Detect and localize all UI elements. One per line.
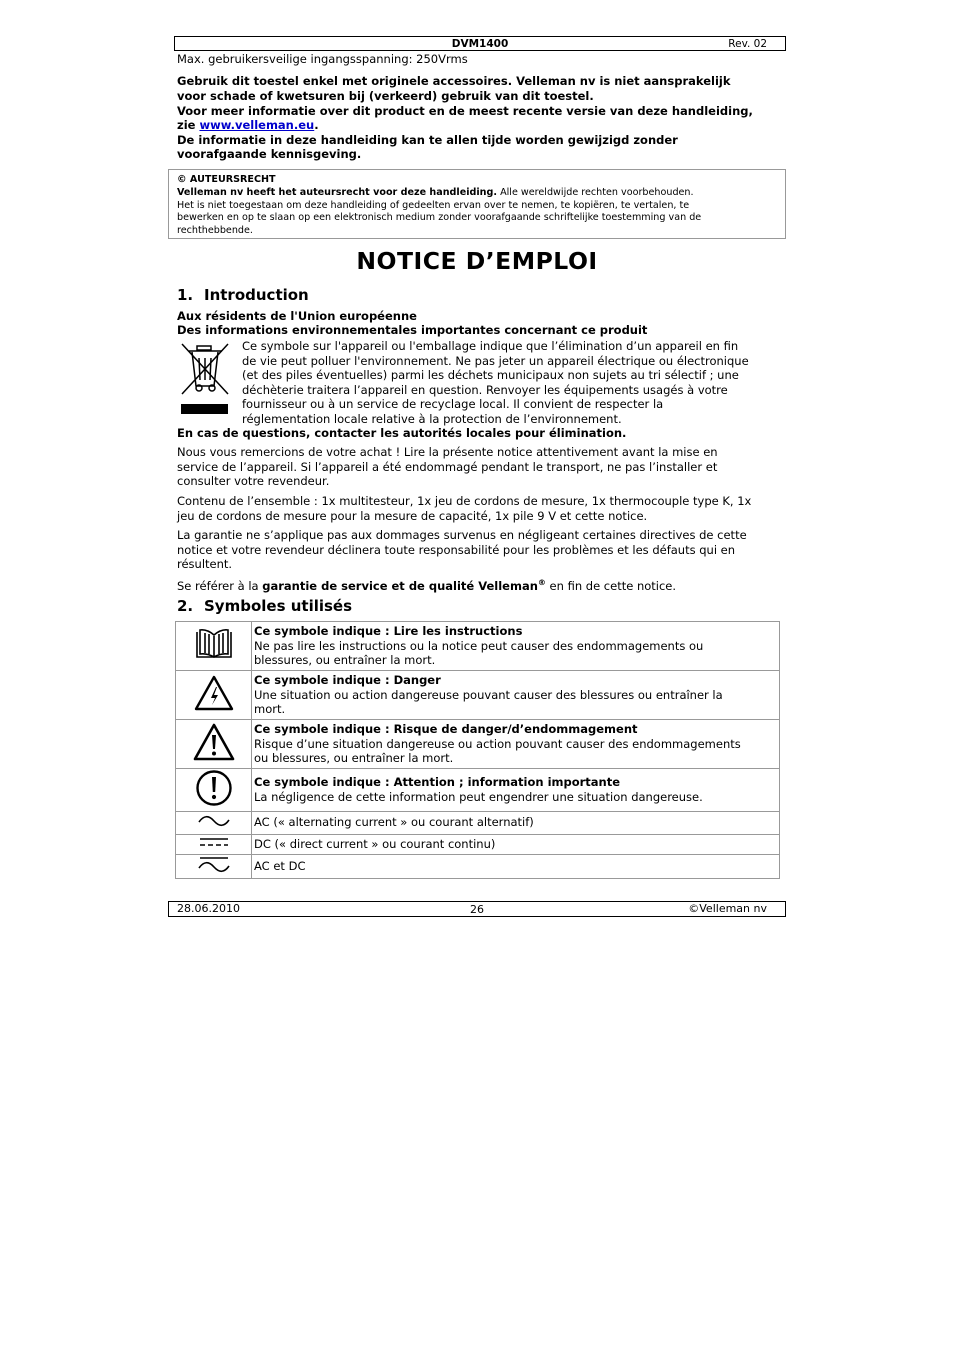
page-footer	[168, 901, 786, 917]
thanks-paragraph	[177, 445, 777, 489]
copyright-line-2: Het is niet toegestaan om deze handleiding of gedeelten ervan over te nemen, te kopiëren, te vertalen, te	[177, 199, 690, 211]
weee-line: réglementation locale relative à la protection de l’environnement.	[242, 411, 622, 426]
icon-cell	[176, 811, 252, 834]
thanks-line: Nous vous remercions de votre achat ! Lire la présente notice attentivement avant la mise en	[177, 445, 718, 459]
symbol-description	[252, 811, 780, 834]
change-line-2: voorafgaande kennisgeving.	[177, 147, 362, 161]
thanks-line: service de l’appareil. Si l’appareil a été endommagé pendant le transport, ne pas l’installer et	[177, 459, 718, 474]
thanks-line: consulter votre revendeur.	[177, 474, 330, 488]
eu-heading: Aux résidents de l'Union européenne	[177, 309, 417, 323]
table-row	[176, 720, 780, 769]
icon-cell	[176, 720, 252, 769]
voltage-line: Max. gebruikersveilige ingangsspanning: 250Vrms	[177, 52, 468, 66]
copyright-line-1	[177, 187, 777, 200]
table-row	[176, 769, 780, 812]
info-line-2	[177, 118, 777, 133]
contents-paragraph	[177, 494, 777, 523]
copyright-line-1-bold: Velleman nv heeft het auteursrecht voor deze handleiding.	[177, 186, 498, 198]
weee-line: (et des piles éventuelles) parmi les déchets municipaux non sujets au tri sélectif ; une	[242, 368, 739, 382]
weee-bin-icon	[178, 340, 234, 420]
refer-line	[177, 576, 777, 593]
info-prefix: zie	[177, 118, 200, 132]
symbol-heading: Ce symbole indique : Risque de danger/d’endommagement	[254, 722, 638, 737]
header-revision: Rev. 02	[728, 38, 767, 50]
symbol-text: blessures, ou entraîner la mort.	[254, 653, 436, 668]
ac-symbol-icon	[197, 813, 231, 829]
manual-book-icon	[194, 627, 234, 661]
symbol-heading: Ce symbole indique : Lire les instructions	[254, 624, 523, 639]
symbol-text: DC (« direct current » ou courant continu)	[254, 836, 496, 851]
footer-date: 28.06.2010	[177, 902, 240, 915]
section-2-number: 2.	[177, 597, 194, 615]
ac-dc-symbol-icon	[197, 855, 231, 875]
footer-copyright: ©Velleman nv	[688, 902, 767, 915]
warranty-line: résultent.	[177, 557, 233, 571]
registered-mark: ®	[537, 578, 546, 587]
symbols-table	[175, 621, 780, 879]
attention-circle-icon	[195, 769, 233, 807]
symbol-description	[252, 720, 780, 769]
copyright-line-4: rechthebbende.	[177, 225, 253, 237]
weee-line: déchèterie traitera l’appareil en question. Renvoyer les équipements usagés à votre	[242, 382, 728, 397]
symbol-text: AC (« alternating current » ou courant alternatif)	[254, 815, 534, 830]
section-1-heading	[177, 286, 309, 304]
copyright-line-3: bewerken en op te slaan op een elektronisch medium zonder voorafgaande schriftelijke toestemming van de	[177, 212, 702, 224]
symbol-text: Une situation ou action dangereuse pouvant causer des blessures ou entraîner la	[254, 687, 723, 702]
page-header	[174, 36, 786, 51]
section-2-heading	[177, 597, 352, 615]
table-row	[176, 854, 780, 879]
symbol-description	[252, 622, 780, 671]
symbol-text: Ne pas lire les instructions ou la notice peut causer des endommagements ou	[254, 638, 704, 653]
section-1-number: 1.	[177, 286, 194, 304]
warranty-paragraph	[177, 528, 777, 572]
refer-bold: garantie de service et de qualité Velleman	[262, 578, 538, 593]
symbol-text: mort.	[254, 702, 286, 717]
symbol-description	[252, 854, 780, 879]
weee-text	[242, 339, 777, 426]
velleman-link[interactable]: www.velleman.eu	[199, 118, 315, 132]
warranty-line: La garantie ne s’applique pas aux dommages survenus en négligeant certaines directives de cette	[177, 528, 747, 542]
warning-line-2: voor schade of kwetsuren bij (verkeerd) gebruik van dit toestel.	[177, 89, 594, 103]
page-title: NOTICE D’EMPLOI	[356, 247, 598, 275]
icon-cell	[176, 769, 252, 812]
icon-cell	[176, 834, 252, 854]
copyright-box	[168, 169, 786, 239]
icon-cell	[176, 671, 252, 720]
icon-cell	[176, 622, 252, 671]
symbol-text: ou blessures, ou entraîner la mort.	[254, 751, 454, 766]
table-row	[176, 834, 780, 854]
contact-line: En cas de questions, contacter les autorités locales pour élimination.	[177, 426, 627, 440]
table-row	[176, 671, 780, 720]
copyright-line-1-rest: Alle wereldwijde rechten voorbehouden.	[497, 186, 694, 198]
page-number: 26	[470, 903, 484, 916]
electric-hazard-icon	[193, 674, 235, 712]
table-row	[176, 622, 780, 671]
section-2-title: Symboles utilisés	[204, 597, 353, 615]
dc-symbol-icon	[197, 835, 231, 849]
header-model: DVM1400	[451, 38, 509, 50]
info-line-1: Voor meer informatie over dit product en de meest recente versie van deze handleiding,	[177, 104, 753, 118]
symbol-description	[252, 834, 780, 854]
contents-line: jeu de cordons de mesure pour la mesure de capacité, 1x pile 9 V et cette notice.	[177, 508, 648, 523]
contents-line: Contenu de l’ensemble : 1x multitesteur, 1x jeu de cordons de mesure, 1x thermocouple type K, 1x	[177, 494, 752, 508]
refer-suffix: en fin de cette notice.	[545, 578, 677, 593]
copyright-heading: © AUTEURSRECHT	[177, 174, 276, 185]
symbol-description	[252, 671, 780, 720]
warning-triangle-icon	[192, 722, 236, 762]
weee-line: fournisseur ou à un service de recyclage local. Il convient de respecter la	[242, 397, 664, 411]
info-suffix: .	[314, 118, 319, 132]
symbol-text: Risque d’une situation dangereuse ou action pouvant causer des endommagements	[254, 736, 741, 751]
symbol-text: La négligence de cette information peut engendrer une situation dangereuse.	[254, 789, 703, 804]
icon-cell	[176, 854, 252, 879]
weee-line: de vie peut polluer l'environnement. Ne pas jeter un appareil électrique ou électronique	[242, 353, 749, 368]
warranty-line: notice et votre revendeur déclinera toute responsabilité pour les problèmes et les défauts qui en	[177, 542, 736, 557]
symbol-description	[252, 769, 780, 812]
symbol-heading: Ce symbole indique : Danger	[254, 673, 441, 688]
warning-line-1: Gebruik dit toestel enkel met originele accessoires. Velleman nv is niet aansprakelijk	[177, 74, 731, 88]
refer-prefix: Se référer à la	[177, 578, 263, 593]
weee-line: Ce symbole sur l'appareil ou l'emballage indique que l’élimination d’un appareil en fin	[242, 339, 739, 353]
symbol-text: AC et DC	[254, 859, 306, 873]
symbol-heading: Ce symbole indique : Attention ; information importante	[254, 775, 621, 790]
change-line-1: De informatie in deze handleiding kan te allen tijde worden gewijzigd zonder	[177, 133, 678, 147]
env-heading: Des informations environnementales importantes concernant ce produit	[177, 323, 648, 337]
table-row	[176, 811, 780, 834]
section-1-title: Introduction	[204, 286, 309, 304]
